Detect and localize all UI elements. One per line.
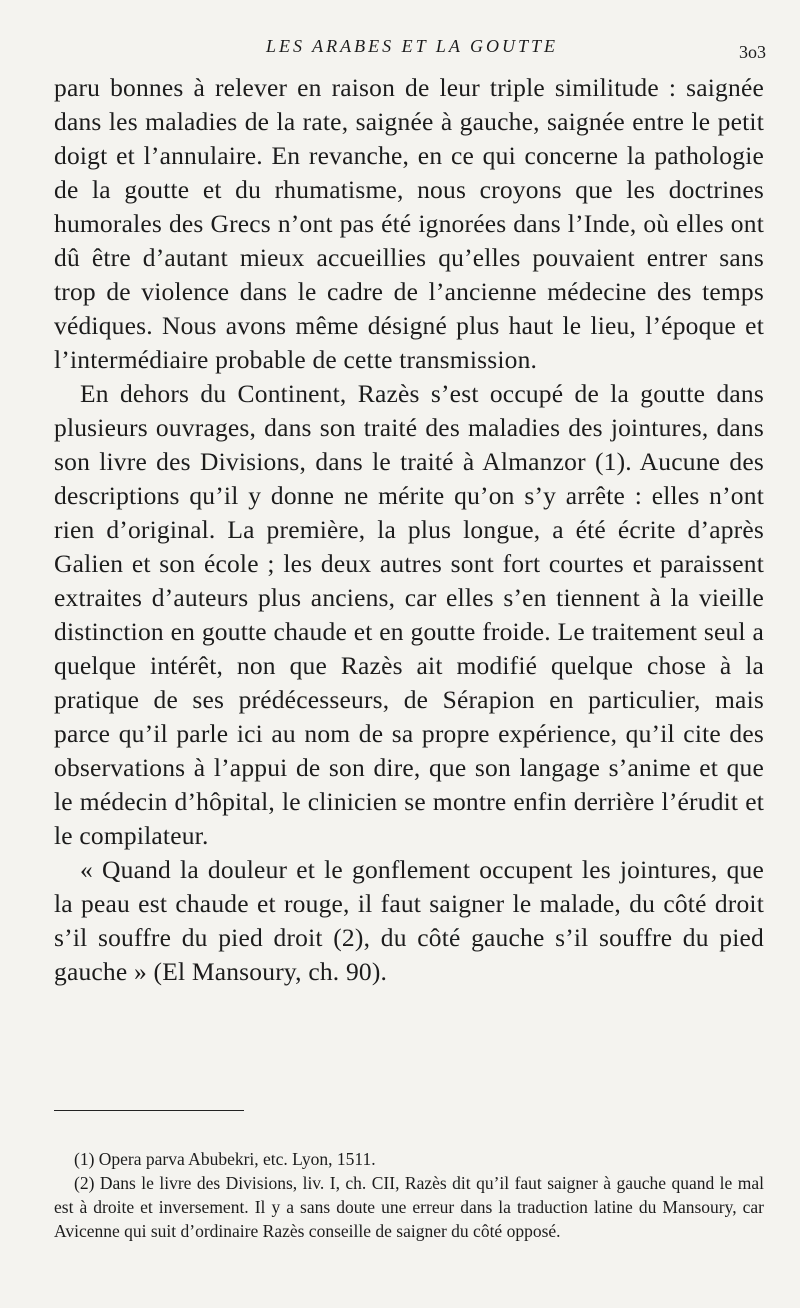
page-header [54, 36, 770, 66]
paragraph-2: En dehors du Continent, Razès s’est occupé de la goutte dans plusieurs ouvrages, dans son traité des maladies des jointures, dans son livre des Divisions, dans le traité à Almanzor (1). Aucune des descriptions qu’il y donne ne mérite qu’on s’y arrête : elles n’ont rien d’original. La première, la plus longue, a été écrite d’après Galien et son école ; les deux autres sont fort courtes et paraissent extraites d’auteurs plus anciens, car elles s’en tiennent à la vieille distinction en goutte chaude et en goutte froide. Le traitement seul a quelque intérêt, non que Razès ait modifié quelque chose à la pratique de ses prédécesseurs, de Sérapion en particulier, mais parce qu’il parle ici au nom de sa propre expérience, qu’il cite des observations à l’appui de son dire, que son langage s’anime et que le médecin d’hôpital, le clinicien se montre enfin derrière l’érudit et le compilateur. [54, 379, 764, 850]
footnote-2: (2) Dans le livre des Divisions, liv. I, ch. CII, Razès dit qu’il faut saigner à gauche quand le mal est à droite et inversement. Il y a sans doute une erreur dans la traduction latine du Mansoury, car Avicenne qui suit d’ordinaire Razès conseille de saigner du côté opposé. [54, 1173, 764, 1241]
paragraph-1: paru bonnes à relever en raison de leur triple similitude : saignée dans les maladies de la rate, saignée à gauche, saignée entre le petit doigt et l’annulaire. En revanche, en ce qui concerne la pathologie de la goutte et du rhumatisme, nous croyons que les doctrines humorales des Grecs n’ont pas été ignorées dans l’Inde, où elles ont dû être d’autant mieux accueillies qu’elles pouvaient entrer sans trop de violence dans le cadre de l’ancienne médecine des temps védiques. Nous avons même désigné plus haut le lieu, l’époque et l’intermédiaire probable de cette transmission. [54, 73, 764, 374]
running-head: LES ARABES ET LA GOUTTE [265, 36, 559, 56]
footnotes [54, 1147, 764, 1243]
footnote-rule [54, 1110, 244, 1111]
paragraph-3: « Quand la douleur et le gonflement occupent les jointures, que la peau est chaude et rouge, il faut saigner le malade, du côté droit s’il souffre du pied droit (2), du côté gauche s’il souffre du pied gauche » (El Mansoury, ch. 90). [54, 855, 764, 986]
main-text [54, 71, 764, 989]
footnote-1: (1) Opera parva Abubekri, etc. Lyon, 1511. [74, 1149, 376, 1169]
page-number: 3o3 [739, 42, 766, 62]
